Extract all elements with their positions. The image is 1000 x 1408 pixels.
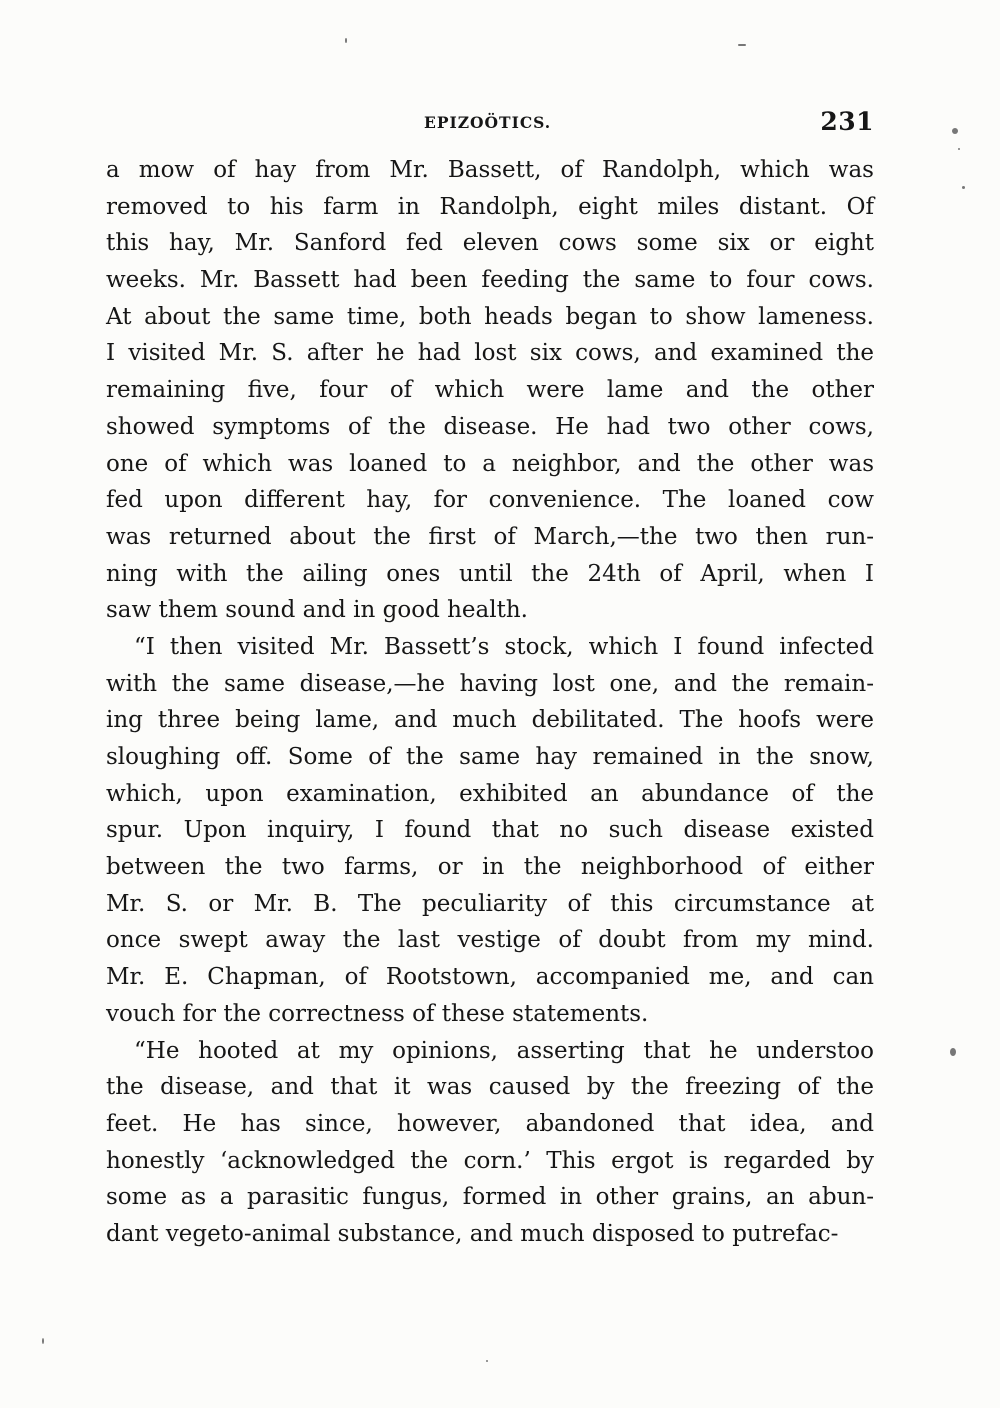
- text-line: which, upon examination, exhibited an abundance of the: [106, 780, 874, 807]
- text-line: between the two farms, or in the neighborhood of either: [106, 854, 874, 881]
- text-line: with the same disease,—he having lost one, and the remain-: [106, 670, 874, 697]
- scan-speck: [42, 1338, 44, 1344]
- text-line: honestly ‘acknowledged the corn.’ This ergot is regarded by: [106, 1147, 874, 1174]
- text-line: removed to his farm in Randolph, eight miles distant. Of: [106, 193, 874, 220]
- scan-speck: [958, 148, 960, 150]
- text-line: “He hooted at my opinions, asserting that he understoo: [134, 1037, 874, 1064]
- scan-speck: [486, 1360, 488, 1362]
- scan-speck: [952, 128, 958, 134]
- scan-speck: [962, 186, 965, 189]
- text-line: ing three being lame, and much debilitated. The hoofs were: [106, 707, 874, 734]
- text-line: dant vegeto-animal substance, and much disposed to putrefac-: [106, 1220, 839, 1247]
- text-line: spur. Upon inquiry, I found that no such disease existed: [106, 817, 874, 844]
- text-line: feet. He has since, however, abandoned that idea, and: [106, 1110, 874, 1137]
- text-line: showed symptoms of the disease. He had two other cows,: [106, 413, 874, 440]
- text-line: was returned about the first of March,—the two then run-: [106, 523, 874, 550]
- text-line: a mow of hay from Mr. Bassett, of Randolph, which was: [106, 157, 874, 183]
- text-line: some as a parasitic fungus, formed in other grains, an abun-: [106, 1184, 874, 1211]
- text-line: one of which was loaned to a neighbor, and the other was: [106, 450, 874, 477]
- text-line: this hay, Mr. Sanford fed eleven cows some six or eight: [106, 230, 874, 257]
- running-head: [106, 107, 874, 140]
- body-text: [106, 152, 874, 1253]
- text-line: once swept away the last vestige of doubt from my mind.: [106, 927, 874, 954]
- text-line: vouch for the correctness of these statements.: [106, 1000, 649, 1027]
- text-line: saw them sound and in good health.: [106, 597, 528, 624]
- text-line: Mr. S. or Mr. B. The peculiarity of this circumstance at: [106, 890, 874, 917]
- text-line: At about the same time, both heads began to show lameness.: [106, 303, 874, 330]
- running-title: EPIZOÖTICS.: [424, 113, 552, 132]
- text-line: Mr. E. Chapman, of Rootstown, accompanied me, and can: [106, 964, 874, 991]
- text-line: weeks. Mr. Bassett had been feeding the same to four cows.: [106, 267, 874, 294]
- text-line: remaining five, four of which were lame and the other: [106, 377, 874, 404]
- text-line: ning with the ailing ones until the 24th of April, when I: [106, 560, 874, 587]
- page-number: 231: [820, 107, 874, 136]
- text-line: sloughing off. Some of the same hay remained in the snow,: [106, 744, 874, 770]
- scan-speck: [738, 44, 746, 46]
- text-line: “I then visited Mr. Bassett’s stock, which I found infected: [134, 633, 874, 660]
- scan-speck: [950, 1048, 956, 1056]
- text-line: I visited Mr. S. after he had lost six cows, and examined the: [106, 340, 874, 367]
- text-line: fed upon different hay, for convenience. The loaned cow: [106, 487, 874, 514]
- text-line: the disease, and that it was caused by the freezing of the: [106, 1074, 874, 1101]
- scan-speck: [345, 38, 347, 43]
